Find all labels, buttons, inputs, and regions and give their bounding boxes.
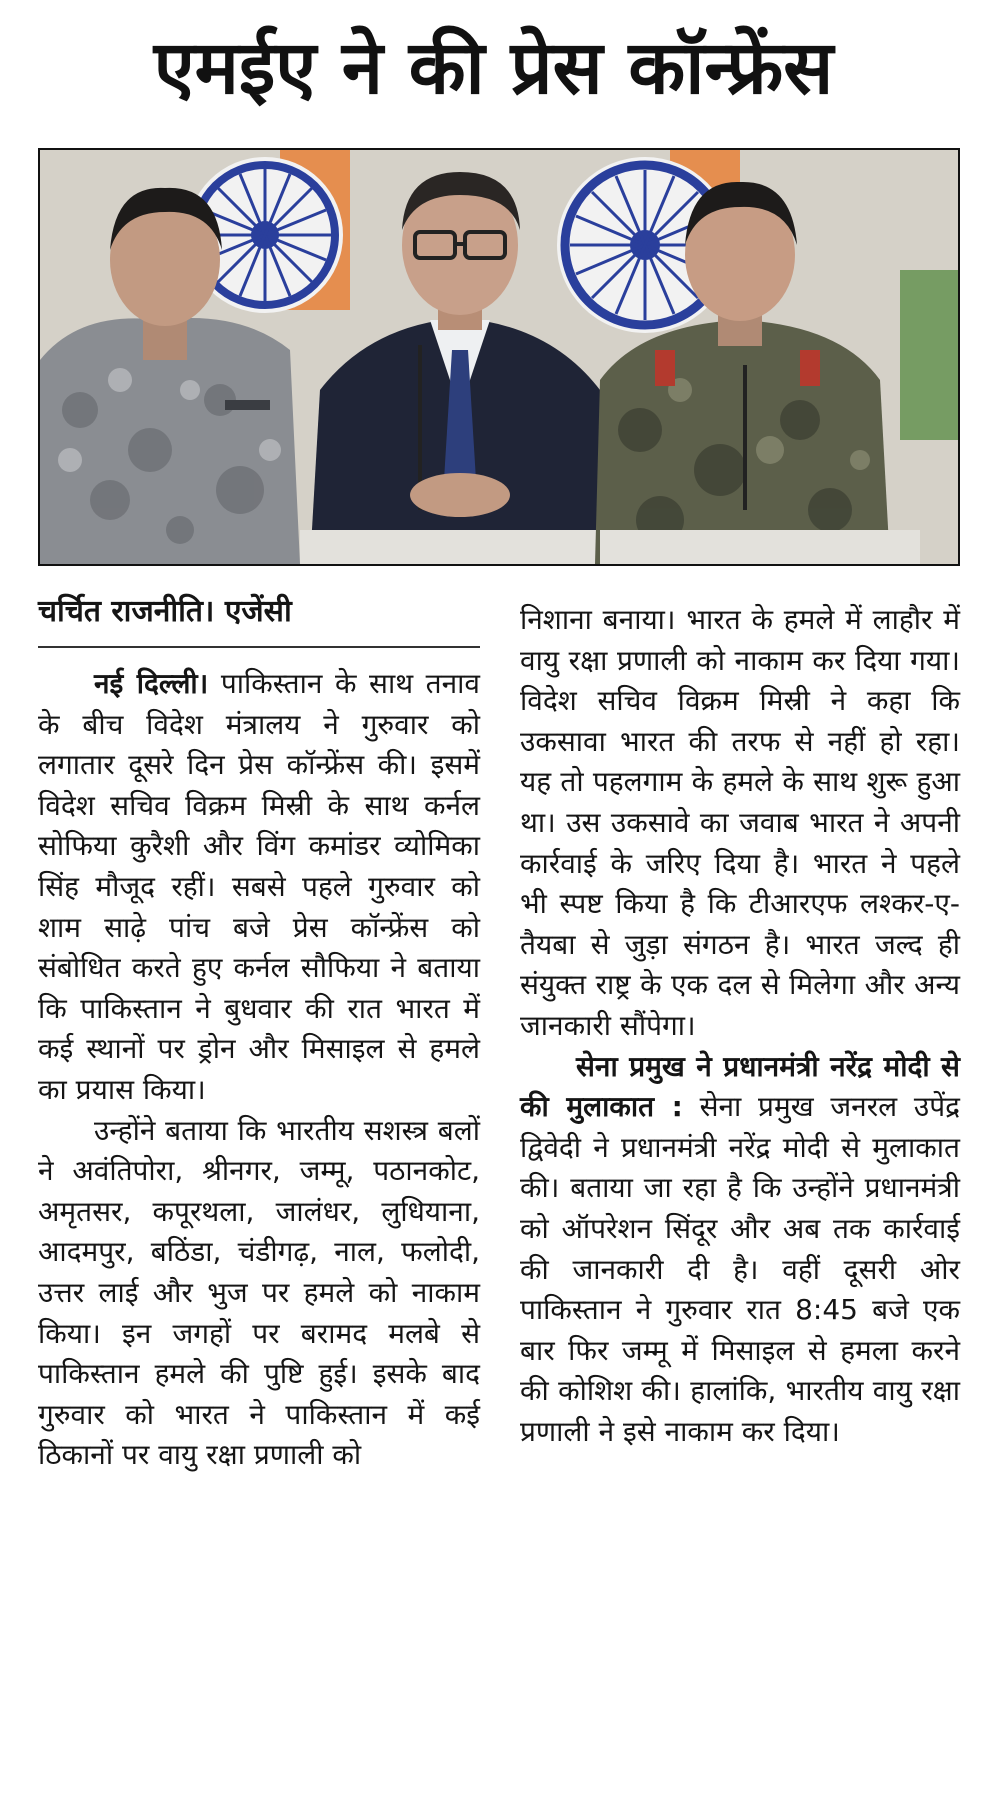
article-paragraph (38, 664, 480, 1111)
headline: एमईए ने की प्रेस कॉन्फ्रेंस (153, 25, 834, 111)
paragraph-1-text: पाकिस्तान के साथ तनाव के बीच विदेश मंत्रालय ने गुरुवार को लगातार दूसरे दिन प्रेस कॉन्फ्रेंस की। इसमें विदेश सचिव विक्रम मिस्री के साथ कर्नल सोफिया कुरैशी और विंग कमांडर व्योमिका सिंह मौजूद रहीं। सबसे पहले गुरुवार को शाम साढ़े पांच बजे प्रेस कॉन्फ्रेंस को संबोधित करते हुए कर्नल सौफिया ने बताया कि पाकिस्तान ने बुधवार की रात भारत में कई स्थानों पर ड्रोन और मिसाइल से हमले का प्रयास किया। (38, 667, 480, 1106)
article-paragraph (520, 1047, 960, 1453)
press-conference-photo (38, 148, 960, 566)
dateline: नई दिल्ली। (94, 667, 209, 700)
article-column-left (38, 590, 480, 1476)
subheading: सेना प्रमुख ने प्रधानमंत्री नरेंद्र मोदी से की मुलाकात : (520, 1049, 960, 1124)
press-conference-illustration (40, 150, 958, 564)
byline: चर्चित राजनीति। एजेंसी (38, 590, 480, 648)
article-paragraph: निशाना बनाया। भारत के हमले में लाहौर में वायु रक्षा प्रणाली को नाकाम कर दिया गया। विदेश सचिव विक्रम मिस्री ने कहा कि उकसावा भारत की तरफ से नहीं हो रहा। यह तो पहलगाम के हमले के साथ शुरू हुआ था। उस उकसावे का जवाब भारत ने अपनी कार्रवाई के जरिए दिया है। भारत ने पहले भी स्पष्ट किया है कि टीआरएफ लश्कर-ए-तैयबा से जुड़ा संगठन है। भारत जल्द ही संयुक्त राष्ट्र के एक दल से मिलेगा और अन्य जानकारी सौंपेगा। (520, 603, 960, 1042)
paragraph-4-text: सेना प्रमुख जनरल उपेंद्र द्विवेदी ने प्रधानमंत्री नरेंद्र मोदी से मुलाकात की। बताया जा रहा है कि उन्होंने प्रधानमंत्री को ऑपरेशन सिंदूर और अब तक कार्रवाई की जानकारी दी है। वहीं दूसरी ओर पाकिस्तान ने गुरुवार रात 8:45 बजे एक बार फिर जम्मू में मिसाइल से हमला करने की कोशिश की। हालांकि, भारतीय वायु रक्षा प्रणाली ने इसे नाकाम कर दिया। (520, 1090, 960, 1448)
article-column-right (520, 600, 960, 1452)
article-paragraph: उन्होंने बताया कि भारतीय सशस्त्र बलों ने अवंतिपोरा, श्रीनगर, जम्मू, पठानकोट, अमृतसर, कपूरथला, जालंधर, लुधियाना, आदमपुर, बठिंडा, चंडीगढ़, नाल, फलोदी, उत्तर लाई और भुज पर हमले को नाकाम किया। इन जगहों पर बरामद मलबे से पाकिस्तान हमले की पुष्टि हुई। इसके बाद गुरुवार को भारत ने पाकिस्तान में कई ठिकानों पर वायु रक्षा प्रणाली को (38, 1113, 480, 1472)
